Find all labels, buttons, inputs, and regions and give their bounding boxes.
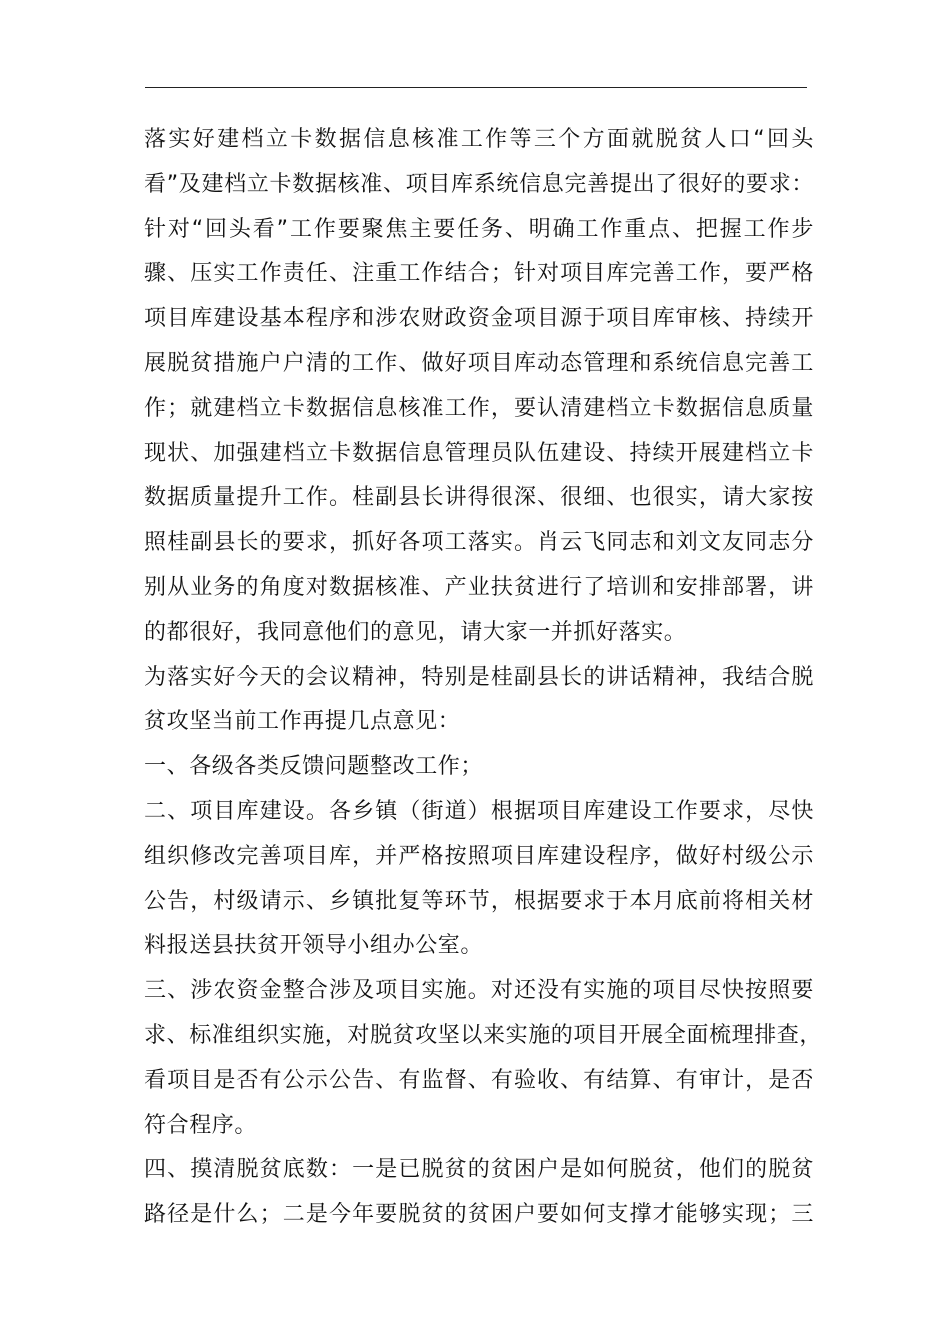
text-line: 料报送县扶贫开领导小组办公室。 xyxy=(144,933,484,959)
text-line: 二、项目库建设。各乡镇（街道）根据项目库建设工作要求，尽快 xyxy=(144,798,814,824)
text-line: 符合程序。 xyxy=(144,1112,258,1138)
text-line: 为落实好今天的会议精神，特别是桂副县长的讲话精神，我结合脱 xyxy=(144,664,814,690)
text-line: 照桂副县长的要求，抓好各项工落实。肖云飞同志和刘文友同志分 xyxy=(144,530,814,556)
text-line: 三、涉农资金整合涉及项目实施。对还没有实施的项目尽快按照要 xyxy=(144,978,814,1004)
header-rule xyxy=(145,87,807,88)
text-line: 项目库建设基本程序和涉农财政资金项目源于项目库审核、持续开 xyxy=(144,306,814,332)
text-line: 数据质量提升工作。桂副县长讲得很深、很细、也很实，请大家按 xyxy=(144,485,814,511)
text-line: 公告，村级请示、乡镇批复等环节，根据要求于本月底前将相关材 xyxy=(144,888,814,914)
text-line: 一、各级各类反馈问题整改工作； xyxy=(144,754,484,780)
text-line: 现状、加强建档立卡数据信息管理员队伍建设、持续开展建档立卡 xyxy=(144,440,814,466)
text-line: 看”及建档立卡数据核准、项目库系统信息完善提出了很好的要求： xyxy=(144,171,814,197)
text-line: 四、摸清脱贫底数：一是已脱贫的贫困户是如何脱贫，他们的脱贫 xyxy=(144,1157,814,1183)
text-line: 别从业务的角度对数据核准、产业扶贫进行了培训和安排部署，讲 xyxy=(144,574,814,600)
text-line: 落实好建档立卡数据信息核准工作等三个方面就脱贫人口“回头 xyxy=(144,127,814,152)
body-text xyxy=(144,118,823,1238)
text-line: 组织修改完善项目库，并严格按照项目库建设程序，做好村级公示 xyxy=(144,843,814,869)
text-line: 展脱贫措施户户清的工作、做好项目库动态管理和系统信息完善工 xyxy=(144,350,814,376)
text-line: 求、标准组织实施，对脱贫攻坚以来实施的项目开展全面梳理排查， xyxy=(144,1022,823,1048)
text-line: 贫攻坚当前工作再提几点意见： xyxy=(144,709,461,735)
text-line: 作；就建档立卡数据信息核准工作，要认清建档立卡数据信息质量 xyxy=(144,395,814,421)
text-line: 骤、压实工作责任、注重工作结合；针对项目库完善工作，要严格 xyxy=(144,261,814,287)
text-line: 针对“回头看”工作要聚焦主要任务、明确工作重点、把握工作步 xyxy=(144,216,814,242)
text-line: 的都很好，我同意他们的意见，请大家一并抓好落实。 xyxy=(144,619,687,645)
text-line: 看项目是否有公示公告、有监督、有验收、有结算、有审计，是否 xyxy=(144,1067,814,1093)
text-line: 路径是什么；二是今年要脱贫的贫困户要如何支撑才能够实现；三 xyxy=(144,1202,814,1228)
